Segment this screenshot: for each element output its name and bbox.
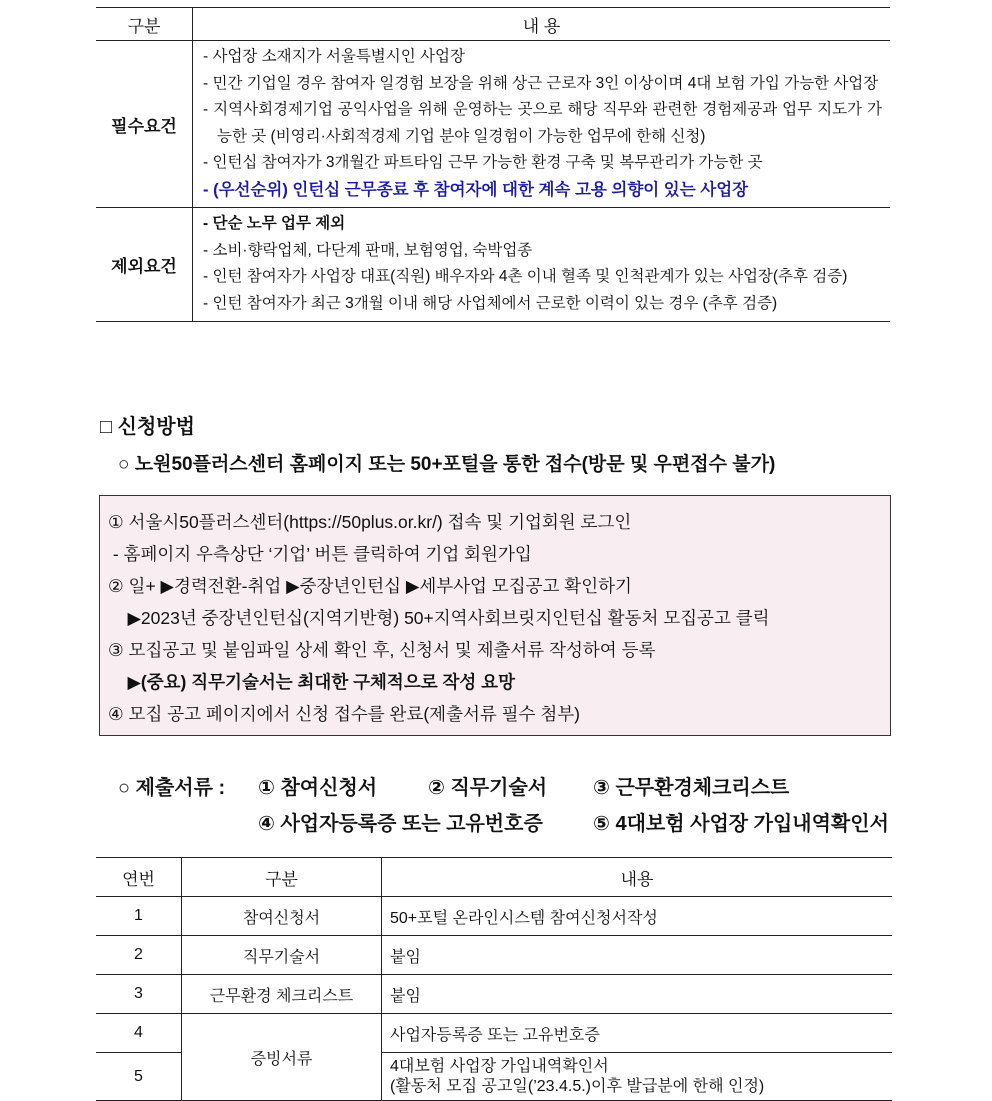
row-content-line: 4대보험 사업장 가입내역확인서 (390, 1057, 609, 1075)
row-content: 붙임 (382, 975, 893, 1014)
table-row (96, 975, 892, 1014)
table-row (96, 897, 892, 936)
list-item: - 인턴 참여자가 최근 3개월 이내 해당 사업체에서 근로한 이력이 있는 경우 (추후 검증) (203, 294, 778, 312)
table-header-row (96, 8, 890, 41)
row-no: 1 (96, 897, 182, 936)
row-content-note: (활동처 모집 공고일(’23.4.5.)이후 발급분에 한해 인정) (390, 1077, 765, 1095)
row-content: 붙임 (382, 936, 893, 975)
table-row (96, 1014, 892, 1053)
step-line: - 홈페이지 우측상단 ‘기업’ 버튼 클릭하여 기업 회원가입 (108, 544, 532, 564)
row-category: 직무기술서 (182, 936, 382, 975)
row-no: 4 (96, 1014, 182, 1053)
document-item: ④ 사업자등록증 또는 고유번호증 (258, 813, 543, 835)
step-line: ▶2023년 중장년인턴십(지역기반형) 50+지역사회브릿지인턴십 활동처 모집공고 클릭 (108, 608, 770, 628)
priority-item: - (우선순위) 인턴십 근무종료 후 참여자에 대한 계속 고용 의향이 있는 사업장 (203, 180, 749, 199)
table-header-row (96, 858, 892, 897)
required-content (193, 41, 891, 208)
row-no: 5 (96, 1053, 182, 1101)
excluded-content (193, 208, 891, 322)
step-line: ④ 모집 공고 페이지에서 신청 접수를 완료(제출서류 필수 첨부) (108, 704, 580, 724)
application-steps-box (99, 495, 891, 736)
document-item: ⑤ 4대보험 사업장 가입내역확인서 (593, 813, 889, 835)
list-item: - 인턴십 참여자가 3개월간 파트타임 근무 가능한 환경 구축 및 복무관리가 가능한 곳 (203, 154, 763, 171)
step-line-important: ▶(중요) 직무기술서는 최대한 구체적으로 작성 요망 (108, 672, 515, 692)
row-category: 증빙서류 (182, 1014, 382, 1101)
required-documents (118, 770, 889, 842)
document-item: ① 참여신청서 (258, 777, 378, 799)
section-title: □ 신청방법 (100, 416, 195, 438)
list-item: - 지역사회경제기업 공익사업을 위해 운영하는 곳으로 해당 직무와 관련한 경험제공과 업무 지도가 가능한 곳 (비영리·사회적경제 기업 분야 일경험이 가능한 업무에 한해 신청) (203, 101, 882, 145)
row-no: 3 (96, 975, 182, 1014)
document-item: ③ 근무환경체크리스트 (593, 777, 790, 799)
list-item: - 민간 기업일 경우 참여자 일경험 보장을 위해 상근 근로자 3인 이상이며 4대 보험 가입 가능한 사업장 (203, 74, 879, 92)
documents-table (96, 857, 892, 1101)
row-category: 근무환경 체크리스트 (182, 975, 382, 1014)
step-line: ① 서울시50플러스센터(https://50plus.or.kr/) 접속 및 기업회원 로그인 (108, 512, 632, 532)
document-item: ② 직무기술서 (428, 777, 548, 799)
excluded-row (96, 208, 890, 322)
header-no: 연번 (96, 858, 182, 897)
row-no: 2 (96, 936, 182, 975)
step-line: ③ 모집공고 및 붙임파일 상세 확인 후, 신청서 및 제출서류 작성하여 등록 (108, 640, 656, 660)
step-line: ② 일+ ▶경력전환-취업 ▶중장년인턴십 ▶세부사업 모집공고 확인하기 (108, 576, 632, 596)
table-row (96, 936, 892, 975)
header-content: 내용 (382, 858, 893, 897)
list-item: - 사업장 소재지가 서울특별시인 사업장 (203, 48, 465, 65)
section-subtitle: ○ 노원50플러스센터 홈페이지 또는 50+포털을 통한 접수(방문 및 우편접수 불가) (118, 454, 776, 475)
documents-label: ○ 제출서류 : (118, 777, 226, 799)
list-item: - 소비·향락업체, 다단계 판매, 보험영업, 숙박업종 (203, 241, 533, 259)
required-label: 필수요건 (96, 41, 193, 208)
requirements-table (96, 7, 890, 322)
row-content: 50+포털 온라인시스템 참여신청서작성 (382, 897, 893, 936)
header-category: 구분 (96, 8, 193, 41)
header-category: 구분 (182, 858, 382, 897)
row-content: 사업자등록증 또는 고유번호증 (382, 1014, 893, 1053)
row-category: 참여신청서 (182, 897, 382, 936)
list-item: - 인턴 참여자가 사업장 대표(직원) 배우자와 4촌 이내 혈족 및 인척관계가 있는 사업장(추후 검증) (203, 268, 848, 285)
row-content (382, 1053, 893, 1101)
list-item: - 단순 노무 업무 제외 (203, 215, 346, 232)
excluded-label: 제외요건 (96, 208, 193, 322)
header-content: 내 용 (193, 8, 891, 41)
required-row (96, 41, 890, 208)
